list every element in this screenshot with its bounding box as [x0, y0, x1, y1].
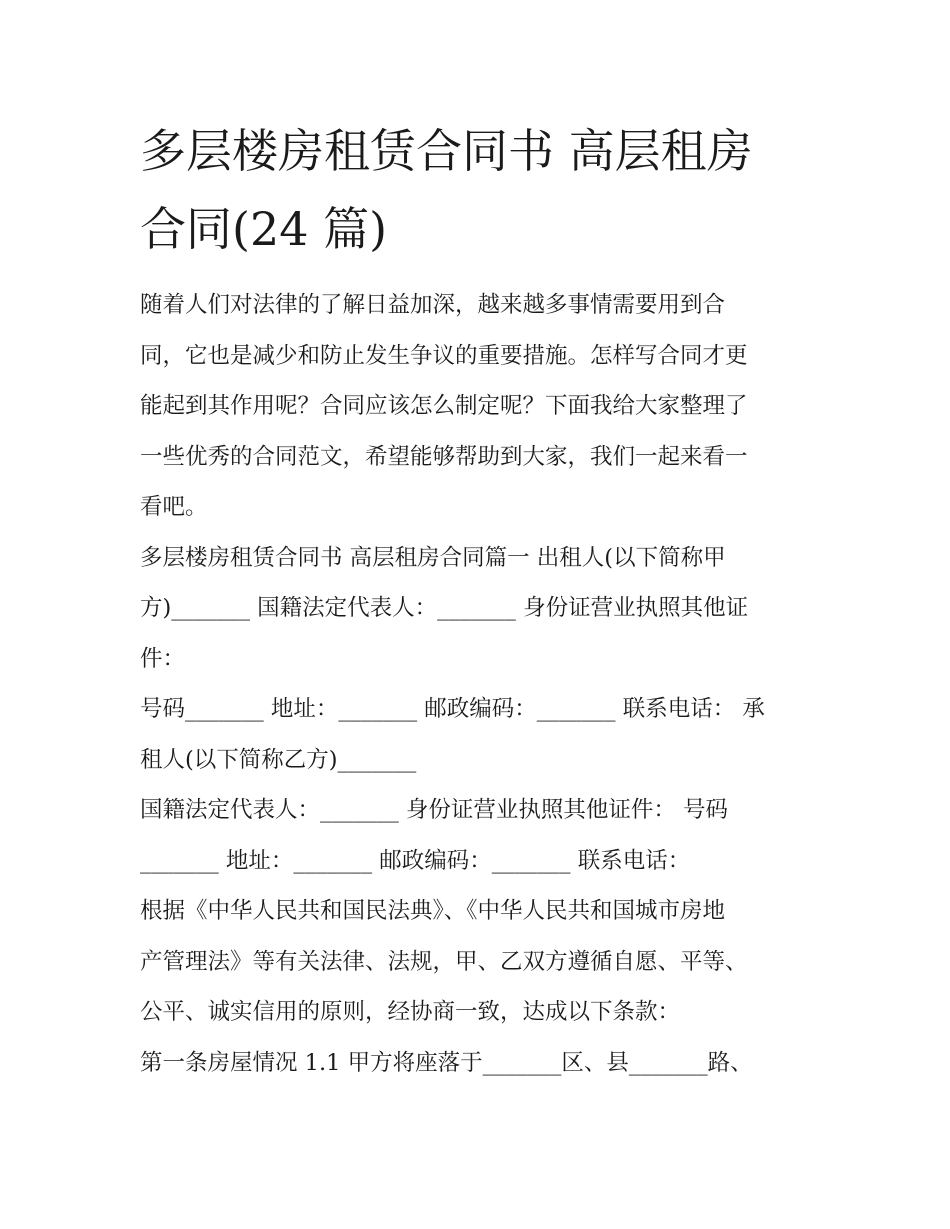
article-1-paragraph: [140, 1038, 812, 1089]
text-line: 国籍法定代表人：_______ 身份证营业执照其他证件： 号码: [140, 797, 729, 823]
text-line: _______ 地址：_______ 邮政编码：_______ 联系电话：: [140, 847, 691, 874]
text-line: 公平、诚实信用的原则，经协商一致，达成以下条款：: [140, 999, 681, 1025]
legal-basis-paragraph: [140, 886, 812, 1038]
text-line: 随着人们对法律的了解日益加深，越来越多事情需要用到合: [140, 292, 726, 318]
text-line: 方)_______ 国籍法定代表人：_______ 身份证营业执照其他证: [140, 595, 749, 621]
text-line: 件：: [140, 645, 186, 672]
document-page: [140, 112, 812, 1088]
text-line: 看吧。: [140, 494, 208, 520]
text-line: 第一条房屋情况 1.1 甲方将座落于_______区、县_______路、: [140, 1049, 753, 1076]
party-a-contact-paragraph: [140, 684, 812, 785]
text-line: 能起到其作用呢？合同应该怎么制定呢？下面我给大家整理了: [140, 393, 748, 419]
text-line: 同，它也是减少和防止发生争议的重要措施。怎样写合同才更: [140, 342, 748, 369]
document-title: [140, 112, 812, 268]
text-line: 一些优秀的合同范文，希望能够帮助到大家，我们一起来看一: [140, 443, 748, 470]
text-line: 号码_______ 地址：_______ 邮政编码：_______ 联系电话： 承: [140, 696, 765, 722]
text-line: 多层楼房租赁合同书 高层租房合同篇一 出租人(以下简称甲: [140, 544, 726, 571]
title-line-2: 合同(24 篇): [140, 202, 388, 256]
text-line: 产管理法》等有关法律、法规，甲、乙双方遵循自愿、平等、: [140, 948, 748, 975]
party-a-paragraph: [140, 533, 812, 685]
title-line-1: 多层楼房租赁合同书 高层租房: [140, 124, 753, 178]
text-line: 租人(以下简称乙方)_______: [140, 746, 417, 773]
text-line: 根据《中华人民共和国民法典》、《中华人民共和国城市房地: [140, 898, 726, 924]
intro-paragraph: [140, 280, 812, 533]
party-b-paragraph: [140, 785, 812, 886]
